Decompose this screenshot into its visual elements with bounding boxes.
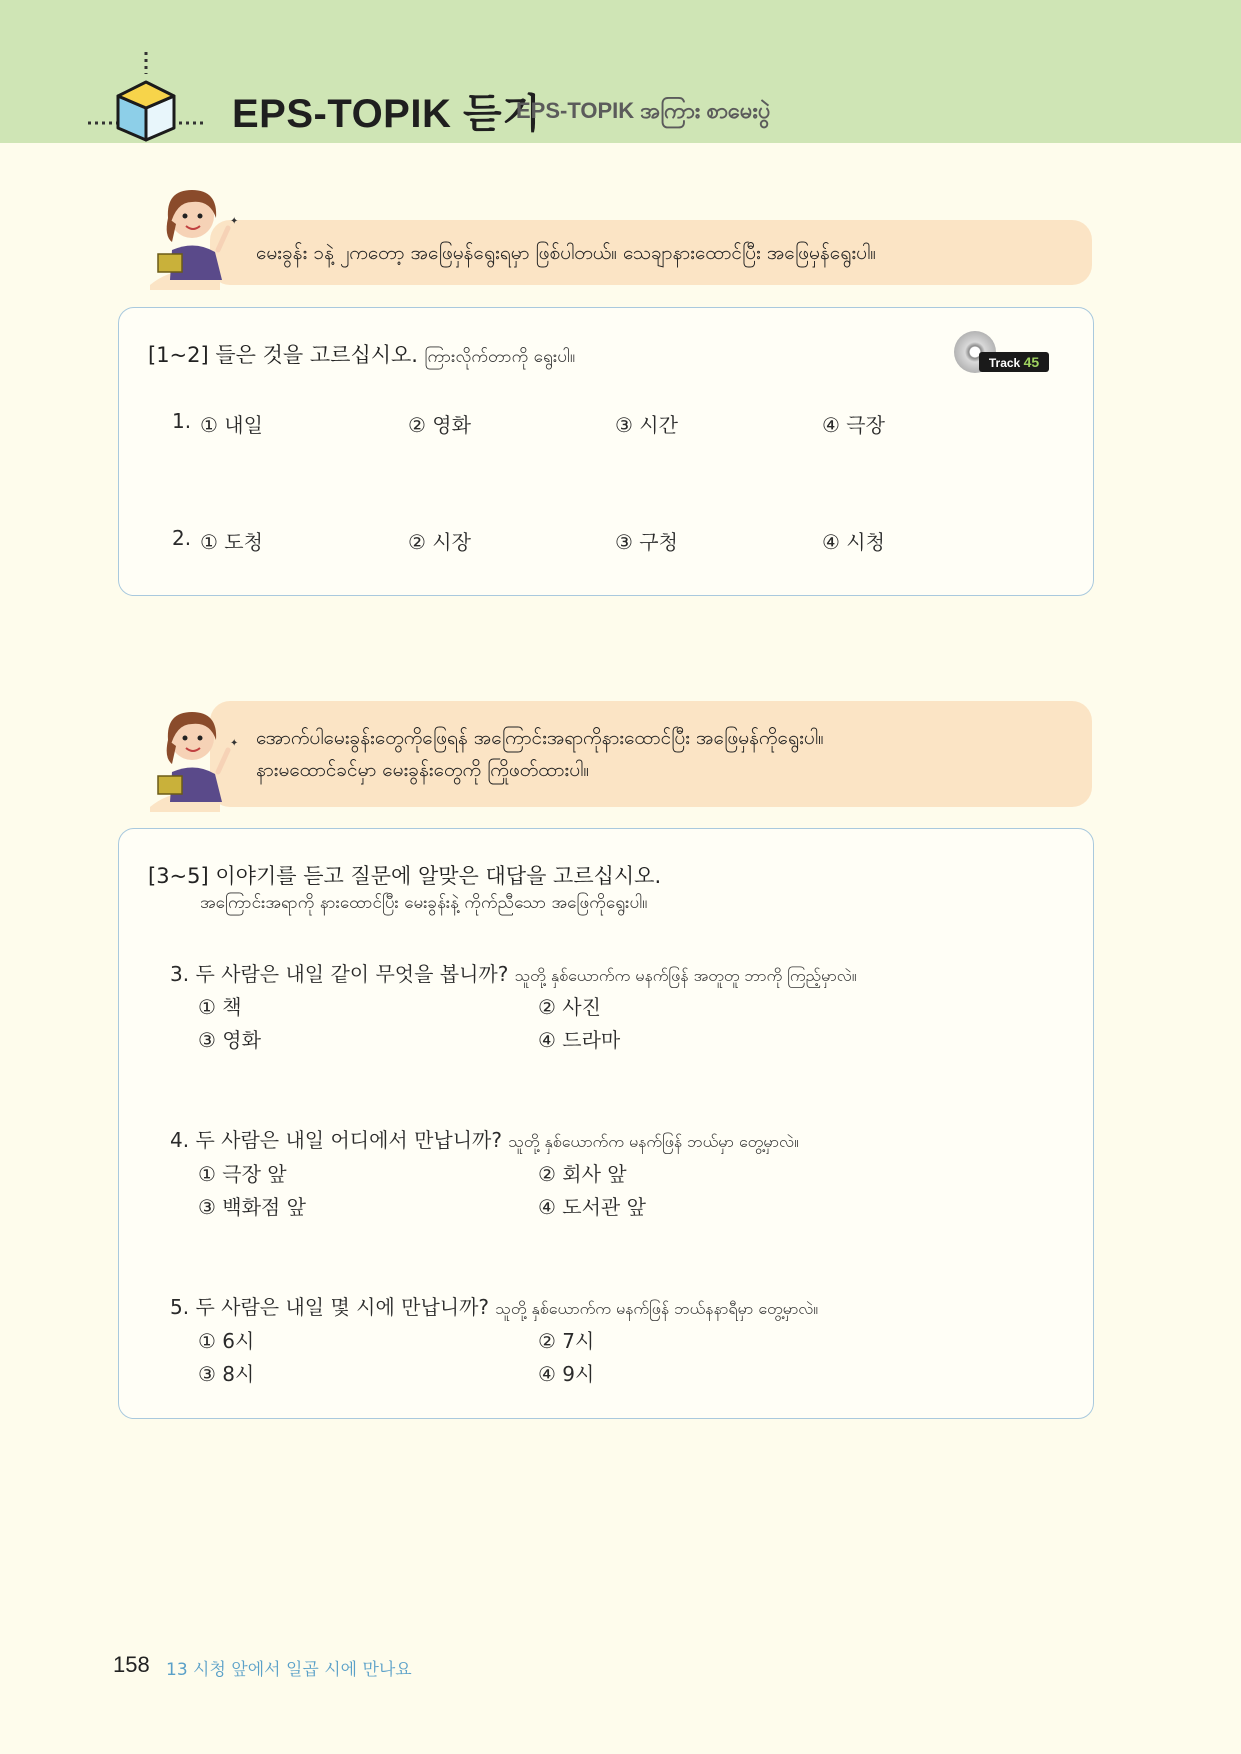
svg-text:✦: ✦ [230,738,239,749]
answer-option[interactable]: ③ 시간 [615,413,678,437]
answer-option[interactable]: ② 사진 [538,995,601,1019]
instruction-banner-1 [210,220,1092,285]
section-heading-ko: [1~2] 들은 것을 고르십시오. [148,343,418,367]
answer-option[interactable]: ② 시장 [408,530,471,554]
answer-option[interactable]: ③ 영화 [198,1028,261,1052]
page-header [0,0,1241,143]
answer-option[interactable]: ① 6시 [198,1329,255,1353]
instruction-text-2b: နားမထောင်ခင်မှာ မေးခွန်းတွေကို ကြိုဖတ်ထားပါ။ [256,759,590,781]
question-text: 두 사람은 내일 같이 무엇을 봅니까? [195,962,509,986]
answer-option[interactable]: ② 7시 [538,1329,595,1353]
answer-option[interactable]: ④ 극장 [822,413,885,437]
question-text-mm: သူတို့ နှစ်ယောက်က မနက်ဖြန် အတူတူ ဘာကို ကြည့်မှာလဲ။ [514,966,857,985]
answer-option[interactable]: ④ 9시 [538,1362,595,1386]
question-number: 3. [170,962,190,986]
instruction-banner-2 [210,701,1092,807]
answer-option[interactable]: ① 내일 [200,413,263,437]
page-title: EPS-TOPIK 듣기 [232,92,542,136]
answer-option[interactable]: ④ 드라마 [538,1028,621,1052]
section-heading-mm-3-5: အကြောင်းအရာကို နားထောင်ပြီး မေးခွန်းနဲ့ ကိုက်ညီသော အဖြေကိုရွေးပါ။ [200,893,648,913]
answer-option[interactable]: ④ 도서관 앞 [538,1195,646,1219]
track-label [979,352,1049,372]
audio-track-badge[interactable] [954,331,1047,375]
track-number: 45 [1023,354,1040,370]
question-number: 2. [172,526,192,550]
answer-option[interactable]: ① 극장 앞 [198,1162,287,1186]
instruction-text-1: မေးခွန်း ၁နဲ့ ၂ကတော့ အဖြေမှန်ရွေးရမှာ ဖြစ်ပါတယ်။ သေချာနားထောင်ပြီး အဖြေမှန်ရွေးပါ။ [256,242,877,264]
question-text-mm: သူတို့ နှစ်ယောက်က မနက်ဖြန် ဘယ်မှာ တွေ့မှာလဲ။ [508,1132,799,1151]
section-heading-1-2 [148,339,575,371]
question-5 [170,1291,818,1322]
answer-option[interactable]: ② 회사 앞 [538,1162,627,1186]
teacher-avatar-icon [150,180,245,290]
chapter-title: 13 시청 앞에서 일곱 시에 만나요 [166,1660,412,1680]
svg-text:✦: ✦ [230,216,239,227]
question-4 [170,1124,799,1155]
question-text-mm: သူတို့ နှစ်ယောက်က မနက်ဖြန် ဘယ်နနာရီမှာ တွေ့မှာလဲ။ [495,1299,819,1318]
teacher-avatar-icon [150,702,245,812]
page-number: 158 [113,1652,150,1677]
page-subtitle: EPS-TOPIK အကြား စာမေးပွဲ [516,98,771,123]
section-heading-3-5: [3~5] 이야기를 듣고 질문에 알맞은 대답을 고르십시오. [148,864,662,888]
track-text: Track [988,356,1021,370]
answer-option[interactable]: ③ 8시 [198,1362,255,1386]
question-number: 5. [170,1295,190,1319]
cube-icon [88,52,208,144]
answer-option[interactable]: ③ 백화점 앞 [198,1195,306,1219]
answer-option[interactable]: ④ 시청 [822,530,885,554]
section-heading-mm: ကြားလိုက်တာကို ရွေးပါ။ [424,347,576,367]
answer-option[interactable]: ① 도청 [200,530,263,554]
answer-option[interactable]: ③ 구청 [615,530,678,554]
question-text: 두 사람은 내일 몇 시에 만납니까? [195,1295,490,1319]
answer-option[interactable]: ② 영화 [408,413,471,437]
question-3 [170,958,857,989]
question-number: 4. [170,1128,190,1152]
question-text: 두 사람은 내일 어디에서 만납니까? [195,1128,502,1152]
answer-option[interactable]: ① 책 [198,995,242,1019]
instruction-text-2a: အောက်ပါမေးခွန်းတွေကိုဖြေရန် အကြောင်းအရာကိုနားထောင်ပြီး အဖြေမှန်ကိုရွေးပါ။ [256,727,824,749]
question-number: 1. [172,409,192,433]
